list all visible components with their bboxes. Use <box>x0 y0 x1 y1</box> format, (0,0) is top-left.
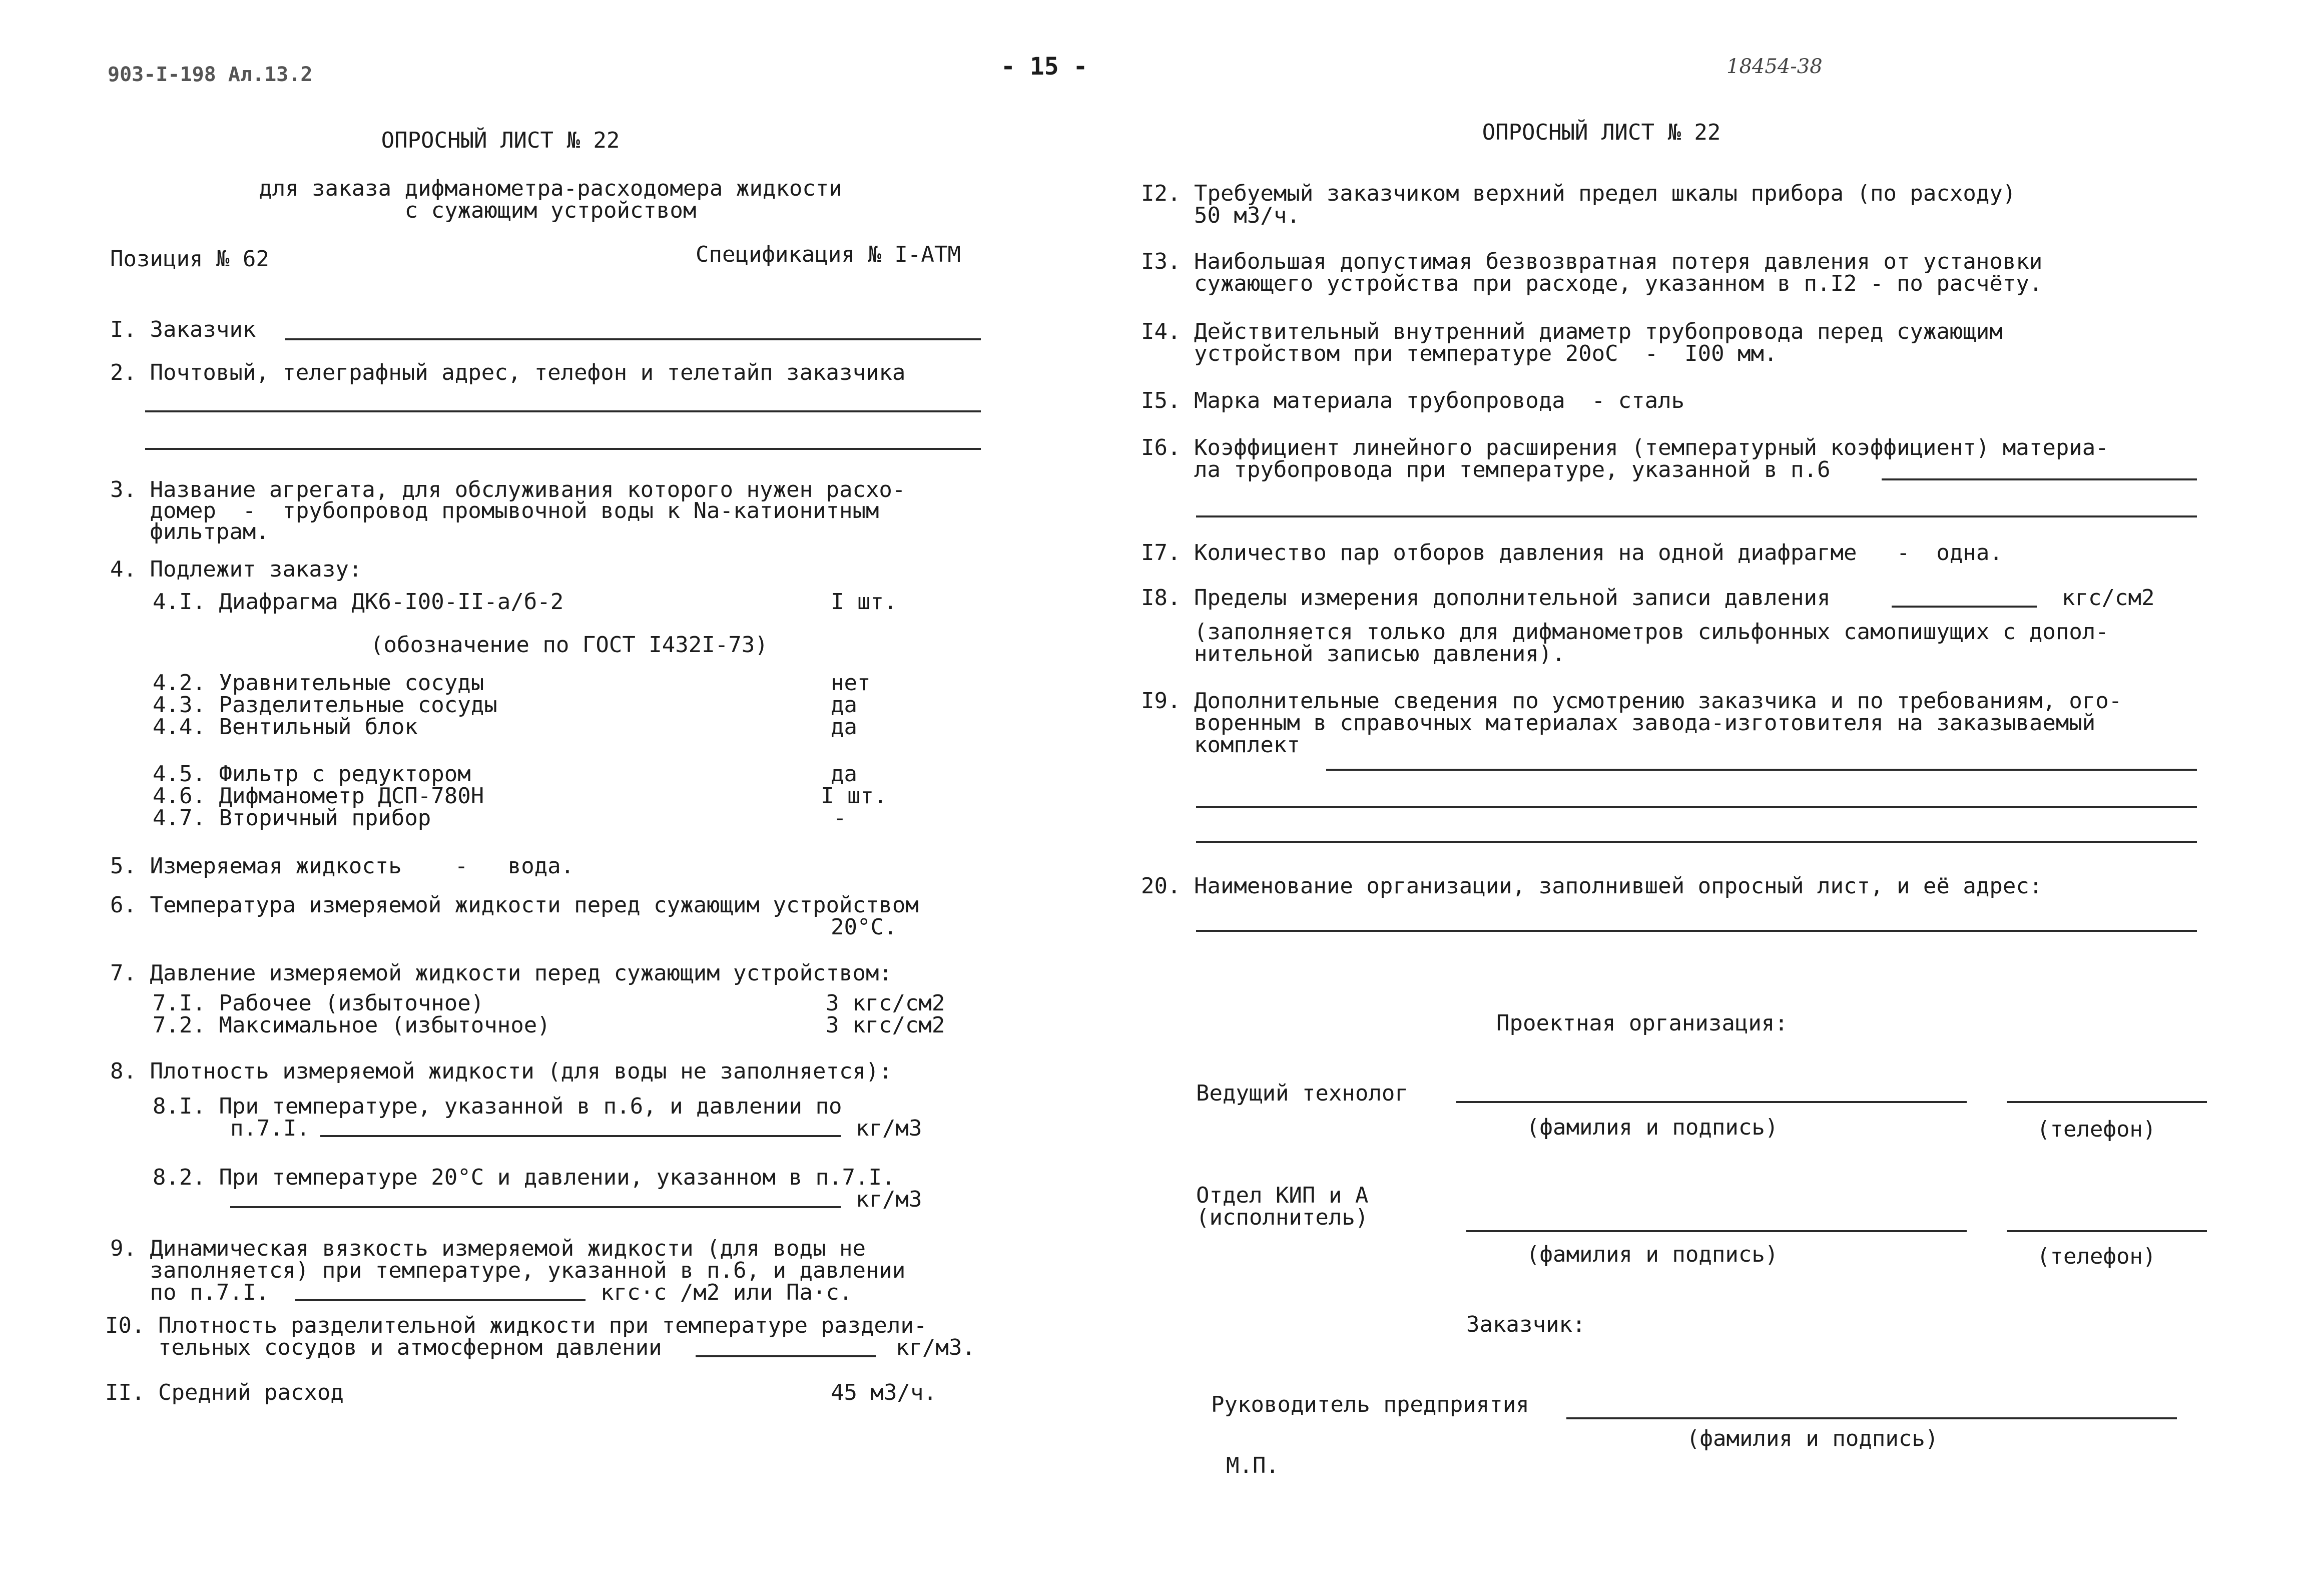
item-18-unit: кгс/см2 <box>2062 585 2155 611</box>
item-3-line-1: 3. Название агрегата, для обслуживания которого нужен расхо- <box>110 477 906 502</box>
item-19-line-3: комплект <box>1141 732 1300 758</box>
item-2-address: 2. Почтовый, телеграфный адрес, телефон и телетайп заказчика <box>110 360 906 385</box>
item-8-1-line-1: 8.I. При температуре, указанной в п.6, и давлении по <box>153 1094 842 1119</box>
item-4-4: 4.4. Вентильный блок <box>153 714 418 740</box>
left-title: ОПРОСНЫЙ ЛИСТ № 22 <box>381 128 620 153</box>
item-18-line-2: (заполняется только для дифманометров сильфонных самопишущих с допол- <box>1141 619 2109 645</box>
item-1-customer: I. Заказчик <box>110 317 256 342</box>
item-10-fill-line <box>696 1355 876 1357</box>
enterprise-head-signature-line <box>1566 1417 2177 1419</box>
item-11-value: 45 м3/ч. <box>831 1380 937 1405</box>
lead-technologist-label: Ведущий технолог <box>1196 1081 1408 1106</box>
signature-caption-2: (фамилия и подпись) <box>1526 1242 1779 1267</box>
item-3-line-2: домер - трубопровод промывочной воды к Na-катионитным <box>110 498 879 523</box>
item-8-density: 8. Плотность измеряемой жидкости (для воды не заполняется): <box>110 1058 892 1084</box>
item-19-fill-line-3 <box>1196 841 2197 843</box>
item-20-fill-line <box>1196 930 2197 932</box>
document-code: 903-I-198 Ал.13.2 <box>108 63 313 86</box>
item-9-line-3: по п.7.I. <box>110 1280 269 1305</box>
item-7-1-value: 3 кгс/см2 <box>826 990 945 1016</box>
item-15-material: I5. Марка материала трубопровода - сталь <box>1141 388 1685 413</box>
kip-department-label: Отдел КИП и А <box>1196 1183 1369 1208</box>
item-19-line-1: I9. Дополнительные сведения по усмотрению заказчика и по требованиям, ого- <box>1141 688 2122 714</box>
stamp-place: М.П. <box>1226 1453 1279 1478</box>
address-line-1 <box>145 410 981 412</box>
item-4-6-value: I шт. <box>821 783 887 809</box>
item-8-1-line-2: п.7.I. <box>230 1116 310 1141</box>
item-10-unit: кг/м3. <box>896 1335 975 1360</box>
item-19-line-2: воренным в справочных материалах завода-изготовителя на заказываемый <box>1141 710 2096 736</box>
address-line-2 <box>145 448 981 450</box>
item-9-unit: кгс·с /м2 или Па·с. <box>601 1280 853 1305</box>
item-18-fill-line <box>1892 606 2037 608</box>
left-subtitle-2: с сужающим устройством <box>404 198 697 223</box>
item-6-value: 20°С. <box>831 914 897 940</box>
item-17-taps: I7. Количество пар отборов давления на одной диафрагме - одна. <box>1141 540 2003 566</box>
kip-signature-line <box>1466 1230 1967 1232</box>
item-7-2: 7.2. Максимальное (избыточное) <box>153 1012 550 1038</box>
item-4-1-gost: (обозначение по ГОСТ I432I-73) <box>370 632 768 658</box>
customer-label: Заказчик: <box>1466 1312 1586 1337</box>
item-4-2: 4.2. Уравнительные сосуды <box>153 670 484 696</box>
item-10-line-1: I0. Плотность разделительной жидкости при температуре раздели- <box>105 1313 927 1338</box>
item-16-fill-line-1 <box>1882 478 2197 480</box>
item-4-6: 4.6. Дифманометр ДСП-780Н <box>153 783 484 809</box>
item-4-1-diaphragm: 4.I. Диафрагма ДК6-I00-II-а/б-2 <box>153 589 564 615</box>
item-7-pressure: 7. Давление измеряемой жидкости перед сужающим устройством: <box>110 960 892 986</box>
item-8-1-unit: кг/м3 <box>856 1116 922 1141</box>
signature-caption-3: (фамилия и подпись) <box>1686 1426 1939 1451</box>
item-9-line-1: 9. Динамическая вязкость измеряемой жидкости (для воды не <box>110 1236 866 1261</box>
enterprise-head-label: Руководитель предприятия <box>1211 1392 1529 1417</box>
item-5-liquid: 5. Измеряемая жидкость - вода. <box>110 853 574 879</box>
item-4-4-value: да <box>831 714 857 740</box>
left-subtitle-1: для заказа дифманометра-расходомера жидкости <box>259 176 842 201</box>
item-7-1: 7.I. Рабочее (избыточное) <box>153 990 484 1016</box>
item-3-line-3: фильтрам. <box>110 519 269 545</box>
item-4-1-qty: I шт. <box>831 589 897 615</box>
item-13-line-2: сужающего устройства при расходе, указанном в п.I2 - по расчёту. <box>1141 271 2043 296</box>
archive-number: 18454-38 <box>1726 55 1823 78</box>
kip-phone-line <box>2007 1230 2207 1232</box>
item-14-line-2: устройством при температуре 20оС - I00 мм. <box>1141 341 1778 366</box>
item-7-2-value: 3 кгс/см2 <box>826 1012 945 1038</box>
item-19-fill-line-2 <box>1196 806 2197 808</box>
item-13-line-1: I3. Наибольшая допустимая безвозвратная потеря давления от установки <box>1141 249 2043 274</box>
phone-caption-1: (телефон) <box>2037 1117 2156 1142</box>
item-4-2-value: нет <box>831 670 871 696</box>
item-4-7: 4.7. Вторичный прибор <box>153 805 431 831</box>
customer-line <box>285 338 981 340</box>
item-8-2-unit: кг/м3 <box>856 1187 922 1212</box>
item-20-organization: 20. Наименование организации, заполнившей опросный лист, и её адрес: <box>1141 873 2043 899</box>
design-organization-label: Проектная организация: <box>1496 1010 1788 1036</box>
item-16-fill-line-2 <box>1196 515 2197 517</box>
item-4-5-value: да <box>831 761 857 787</box>
item-16-line-1: I6. Коэффициент линейного расширения (температурный коэффициент) материа- <box>1141 435 2109 460</box>
item-12-line-2: 50 м3/ч. <box>1141 203 1300 228</box>
right-title: ОПРОСНЫЙ ЛИСТ № 22 <box>1482 120 1721 145</box>
item-14-line-1: I4. Действительный внутренний диаметр трубопровода перед сужающим <box>1141 319 2003 344</box>
item-16-line-2: ла трубопровода при температуре, указанной в п.6 <box>1141 457 1831 482</box>
item-10-line-2: тельных сосудов и атмосферном давлении <box>105 1335 662 1360</box>
position-number: Позиция № 62 <box>110 246 269 272</box>
item-8-1-fill-line <box>320 1135 841 1137</box>
item-9-fill-line <box>295 1299 586 1301</box>
item-4-order: 4. Подлежит заказу: <box>110 557 362 582</box>
lead-technologist-signature-line <box>1456 1101 1967 1103</box>
item-6-temperature: 6. Температура измеряемой жидкости перед сужающим устройством <box>110 892 919 918</box>
item-11-avg-flow: II. Средний расход <box>105 1380 344 1405</box>
item-18-line-3: нительной записью давления). <box>1141 641 1565 667</box>
item-4-7-value: - <box>833 805 847 831</box>
specification-number: Спецификация № I-АТМ <box>696 242 961 267</box>
lead-technologist-phone-line <box>2007 1101 2207 1103</box>
item-8-2-line-1: 8.2. При температуре 20°С и давлении, указанном в п.7.I. <box>153 1165 895 1190</box>
item-8-2-fill-line <box>230 1206 841 1208</box>
phone-caption-2: (телефон) <box>2037 1244 2156 1269</box>
page-number: - 15 - <box>1001 53 1088 81</box>
item-4-3-value: да <box>831 692 857 718</box>
item-4-3: 4.3. Разделительные сосуды <box>153 692 497 718</box>
item-9-line-2: заполняется) при температуре, указанной в п.6, и давлении <box>110 1258 906 1283</box>
item-19-fill-line-1 <box>1326 769 2197 771</box>
signature-caption-1: (фамилия и подпись) <box>1526 1115 1779 1140</box>
kip-executor-label: (исполнитель) <box>1196 1205 1369 1230</box>
item-18-line-1: I8. Пределы измерения дополнительной записи давления <box>1141 585 1831 611</box>
item-12-line-1: I2. Требуемый заказчиком верхний предел шкалы прибора (по расходу) <box>1141 181 2016 206</box>
item-4-5: 4.5. Фильтр с редуктором <box>153 761 471 787</box>
